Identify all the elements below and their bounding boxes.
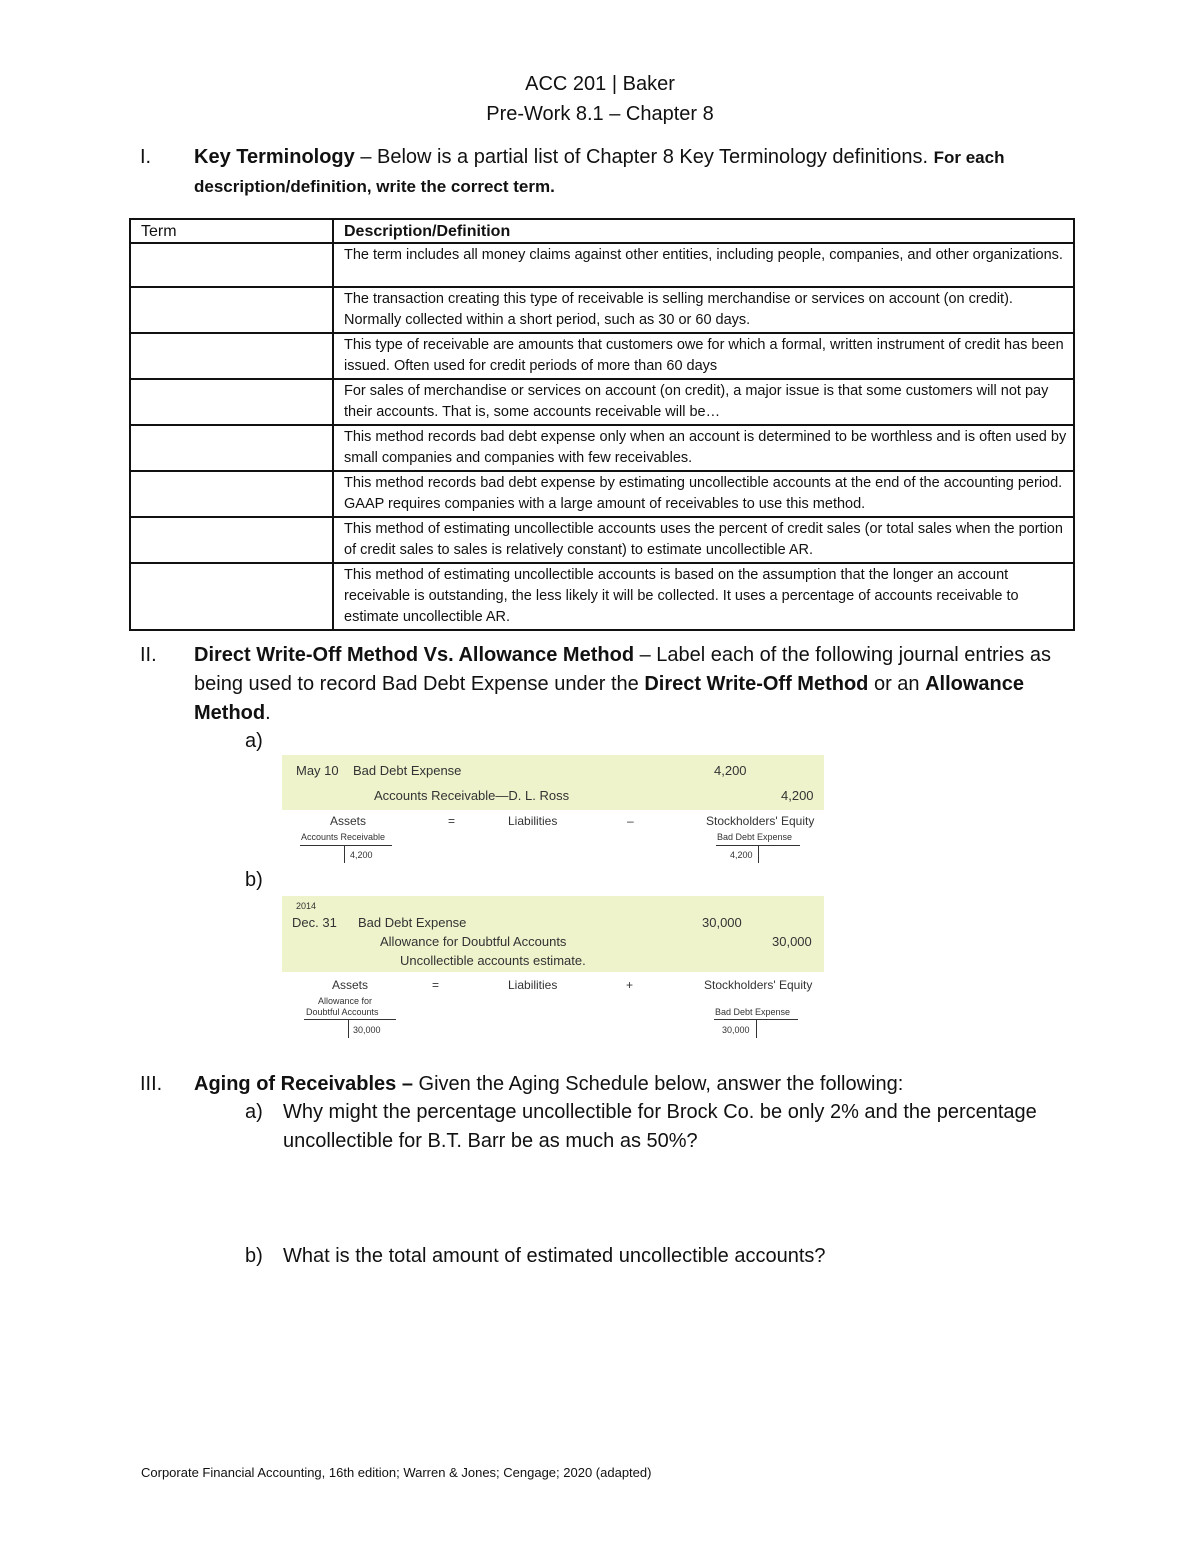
term-answer-cell[interactable]: [130, 471, 333, 517]
table-header-row: [130, 219, 1074, 243]
definition-cell: This type of receivable are amounts that customers owe for which a formal, written instrument of credit has been issued. Often used for credit periods of more than 60 days: [333, 333, 1074, 379]
table-row: [130, 517, 1074, 563]
t-account-line: [300, 845, 392, 846]
section-heading: Direct Write-Off Method Vs. Allowance Method: [194, 644, 635, 666]
t-account-line: [344, 845, 345, 863]
entry-memo: Uncollectible accounts estimate.: [400, 953, 586, 968]
t-account-title: Allowance for: [318, 996, 373, 1006]
liabilities-label: Liabilities: [508, 978, 558, 992]
section-text: or an: [868, 673, 926, 695]
term-answer-cell[interactable]: [130, 243, 333, 287]
t-account-line: [304, 1019, 396, 1020]
table-row: [130, 471, 1074, 517]
t-account-title: Bad Debt Expense: [717, 832, 793, 842]
table-row: [130, 425, 1074, 471]
operator-sign: –: [627, 814, 634, 828]
section-heading: Key Terminology: [194, 146, 355, 168]
debit-account: Bad Debt Expense: [353, 763, 462, 778]
t-account-line: [758, 845, 759, 863]
term-column-header: Term: [130, 219, 333, 243]
entry-a-label: a): [245, 730, 263, 752]
credit-account: Allowance for Doubtful Accounts: [380, 934, 567, 949]
journal-entry-a: [282, 755, 824, 810]
table-row: [130, 243, 1074, 287]
t-account-line: [756, 1019, 757, 1038]
definition-cell: This method records bad debt expense by estimating uncollectible accounts at the end of the accounting period. GAAP requires companies with a large amount of receivables to use this method.: [333, 471, 1074, 517]
definition-cell: For sales of merchandise or services on account (on credit), a major issue is that some customers will not pay their accounts. That is, some accounts receivable will be…: [333, 379, 1074, 425]
definition-cell: The term includes all money claims against other entities, including people, companies, and other organizations.: [333, 243, 1074, 287]
operator-sign: +: [626, 978, 634, 992]
footer-citation: Corporate Financial Accounting, 16th edition; Warren & Jones; Cengage; 2020 (adapted): [141, 1465, 652, 1480]
term-answer-cell[interactable]: [130, 287, 333, 333]
liabilities-label: Liabilities: [508, 814, 558, 828]
table-row: [130, 333, 1074, 379]
t-account-line: [348, 1019, 349, 1038]
term-answer-cell[interactable]: [130, 563, 333, 630]
t-account-value: 4,200: [730, 850, 753, 860]
table-row: [130, 379, 1074, 425]
section-bold-term: Allowance Method: [194, 673, 1025, 724]
question-text: What is the total amount of estimated uncollectible accounts?: [283, 1245, 826, 1267]
t-account-value: 30,000: [722, 1025, 750, 1035]
debit-amount: 30,000: [702, 915, 742, 930]
table-row: [130, 287, 1074, 333]
assets-label: Assets: [332, 978, 369, 992]
section-aging-of-receivables: [140, 1070, 1100, 1099]
entry-b-label: b): [245, 869, 263, 891]
section-write-off-vs-allowance: [140, 641, 1100, 728]
credit-account: Accounts Receivable—D. L. Ross: [374, 788, 570, 803]
term-answer-cell[interactable]: [130, 517, 333, 563]
equals-sign: =: [432, 978, 440, 992]
definition-cell: This method of estimating uncollectible accounts uses the percent of credit sales (or total sales when the portion of credit sales to sales is relatively constant) to estimate uncollectible AR.: [333, 517, 1074, 563]
question-label: b): [245, 1245, 263, 1267]
entry-date: Dec. 31: [292, 915, 337, 930]
question-label: a): [245, 1101, 263, 1123]
question-a: [245, 1098, 1045, 1156]
section-number: I.: [140, 146, 152, 168]
entry-date: May 10: [296, 763, 339, 778]
section-key-terminology: [140, 143, 1100, 201]
course-title: ACC 201 | Baker: [525, 73, 675, 95]
debit-amount: 4,200: [714, 763, 747, 778]
definition-cell: This method of estimating uncollectible accounts is based on the assumption that the longer an account receivable is outstanding, the less likely it will be collected. It uses a percentage of accounts receivable to estimate uncollectible AR.: [333, 563, 1074, 630]
equity-label: Stockholders' Equity: [704, 978, 813, 992]
section-text: .: [265, 702, 271, 724]
page-title: Pre-Work 8.1 – Chapter 8: [486, 103, 714, 125]
t-account-title: Doubtful Accounts: [306, 1007, 379, 1017]
definition-cell: The transaction creating this type of receivable is selling merchandise or services on account (on credit). Normally collected within a short period, such as 30 or 60 days.: [333, 287, 1074, 333]
section-number: III.: [140, 1073, 163, 1095]
debit-account: Bad Debt Expense: [358, 915, 467, 930]
credit-amount: 30,000: [772, 934, 812, 949]
term-answer-cell[interactable]: [130, 379, 333, 425]
terminology-table: [129, 218, 1075, 631]
term-answer-cell[interactable]: [130, 333, 333, 379]
t-account-title: Accounts Receivable: [301, 832, 386, 842]
question-text: Why might the percentage uncollectible for Brock Co. be only 2% and the percentage uncollectible for B.T. Barr be as much as 50%?: [283, 1101, 1037, 1152]
t-account-title: Bad Debt Expense: [715, 1007, 791, 1017]
equity-label: Stockholders' Equity: [706, 814, 815, 828]
table-row: [130, 563, 1074, 630]
section-heading: Aging of Receivables –: [194, 1073, 413, 1095]
section-intro: – Below is a partial list of Chapter 8 Key Terminology definitions.: [354, 146, 934, 168]
definition-cell: This method records bad debt expense only when an account is determined to be worthless and is often used by small companies and companies with few receivables.: [333, 425, 1074, 471]
section-bold-term: Direct Write-Off Method: [644, 673, 869, 695]
t-account-value: 4,200: [350, 850, 373, 860]
equals-sign: =: [448, 814, 456, 828]
credit-amount: 4,200: [781, 788, 814, 803]
t-account-value: 30,000: [353, 1025, 381, 1035]
term-answer-cell[interactable]: [130, 425, 333, 471]
section-intro: Given the Aging Schedule below, answer the following:: [412, 1073, 904, 1095]
assets-label: Assets: [330, 814, 367, 828]
question-b: [245, 1242, 1045, 1271]
section-text: – Label each of the following journal entries as being used to record Bad Debt Expense under the: [194, 644, 1051, 695]
section-instruction: For each description/definition, write the correct term.: [194, 148, 1005, 196]
journal-entry-b: [282, 896, 824, 972]
section-number: II.: [140, 644, 157, 666]
description-column-header: Description/Definition: [333, 219, 1074, 243]
entry-year: 2014: [296, 901, 317, 911]
